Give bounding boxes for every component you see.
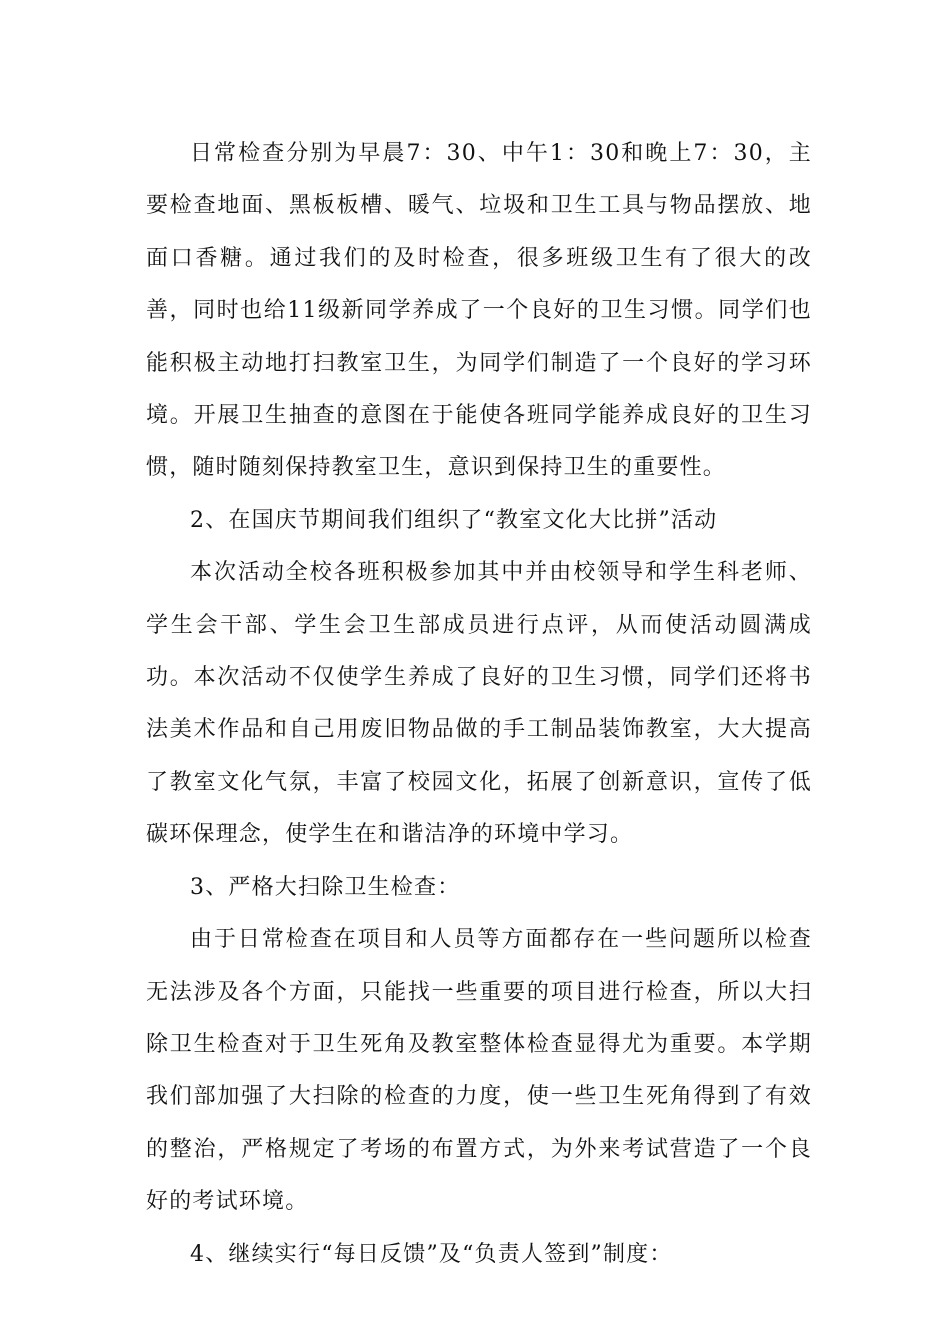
section-heading-daily-feedback: 4、继续实行“每日反馈”及“负责人签到”制度：: [190, 1241, 673, 1267]
paragraph-daily-inspection: 日常检查分别为早晨7：30、中午1：30和晚上7：30，主要检查地面、黑板板槽、暖气、垃圾和卫生工具与物品摆放、地面口香糖。通过我们的及时检查，很多班级卫生有了很大的改善，同时也给11级新同学养成了一个良好的卫生习惯。同学们也能积极主动地打扫教室卫生，为同学们制造了一个良好的学习环境。开展卫生抽查的意图在于能使各班同学能养成良好的卫生习惯，随时随刻保持教室卫生，意识到保持卫生的重要性。: [146, 141, 812, 481]
section-heading-cleaning-inspection: 3、严格大扫除卫生检查：: [190, 874, 461, 900]
section-heading-classroom-culture: 2、在国庆节期间我们组织了“教室文化大比拼”活动: [190, 507, 718, 533]
paragraph-cleaning-inspection: 由于日常检查在项目和人员等方面都存在一些问题所以检查无法涉及各个方面，只能找一些重要的项目进行检查，所以大扫除卫生检查对于卫生死角及教室整体检查显得尤为重要。本学期我们部加强了大扫除的检查的力度，使一些卫生死角得到了有效的整治，严格规定了考场的布置方式，为外来考试营造了一个良好的考试环境。: [146, 927, 812, 1215]
document-body: [146, 128, 812, 1281]
paragraph-classroom-culture: 本次活动全校各班积极参加其中并由校领导和学生科老师、学生会干部、学生会卫生部成员进行点评，从而使活动圆满成功。本次活动不仅使学生养成了良好的卫生习惯，同学们还将书法美术作品和自己用废旧物品做的手工制品装饰教室，大大提高了教室文化气氛，丰富了校园文化，拓展了创新意识，宣传了低碳环保理念，使学生在和谐洁净的环境中学习。: [146, 560, 812, 848]
